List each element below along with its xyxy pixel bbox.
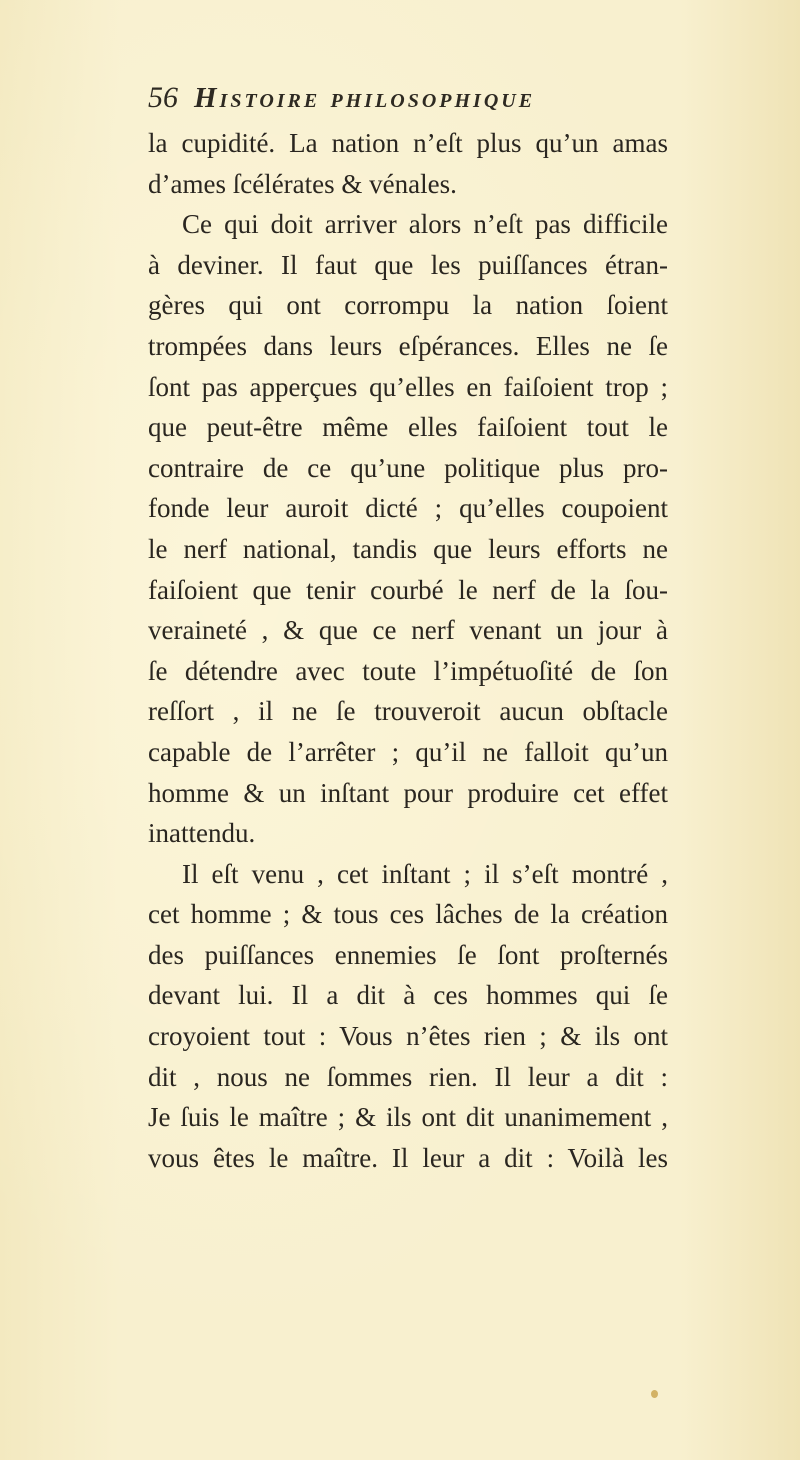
text-line: Ce qui doit arriver alors n’eſt pas difficile [182, 209, 668, 240]
text-line: la cupidité. La nation n’eſt plus qu’un amas [148, 128, 668, 158]
text-line: fonde leur auroit dicté ; qu’elles coupoient [148, 493, 668, 524]
text-line: gères qui ont corrompu la nation ſoient [148, 290, 668, 321]
text-line: croyoient tout : Vous n’êtes rien ; & ils ont [148, 1021, 668, 1052]
text-line: ſe détendre avec toute l’impétuoſité de ſon [148, 655, 668, 686]
text-line: cet homme ; & tous ces lâches de la création [148, 899, 668, 930]
text-line: que peut-être même elles faiſoient tout le [148, 412, 668, 443]
body-text [148, 123, 668, 1178]
text-line: Il eſt venu , cet inſtant ; il s’eſt montré , [182, 858, 668, 889]
text-line: le nerf national, tandis que leurs efforts ne [148, 533, 668, 564]
running-title: Histoire philosophique [194, 82, 536, 114]
text-line: inattendu. [148, 818, 256, 849]
text-line: Je ſuis le maître ; & ils ont dit unanimement , [148, 1102, 668, 1133]
text-line: homme & un inſtant pour produire cet effet [148, 777, 668, 808]
paper-speck [651, 1390, 658, 1398]
running-head [148, 78, 668, 122]
text-line: veraineté , & que ce nerf venant un jour à [148, 615, 668, 646]
text-line: des puiſſances ennemies ſe ſont proſternés [148, 939, 668, 970]
text-line: vous êtes le maître. Il leur a dit : Voilà les [148, 1142, 668, 1173]
text-line: d’ames ſcélérates & vénales. [148, 168, 457, 199]
text-line: ſont pas apperçues qu’elles en faiſoient trop ; [148, 371, 668, 402]
text-line: à deviner. Il faut que les puiſſances étran- [148, 249, 668, 280]
page-number: 56 [148, 81, 178, 114]
text-line: capable de l’arrêter ; qu’il ne falloit qu’un [148, 736, 668, 767]
text-line: reſſort , il ne ſe trouveroit aucun obſtacle [148, 696, 668, 727]
text-line: dit , nous ne ſommes rien. Il leur a dit : [148, 1061, 668, 1092]
text-line: contraire de ce qu’une politique plus pro- [148, 452, 668, 483]
text-line: devant lui. Il a dit à ces hommes qui ſe [148, 980, 668, 1011]
text-line: trompées dans leurs eſpérances. Elles ne ſe [148, 330, 668, 361]
text-line: faiſoient que tenir courbé le nerf de la ſou- [148, 574, 668, 605]
